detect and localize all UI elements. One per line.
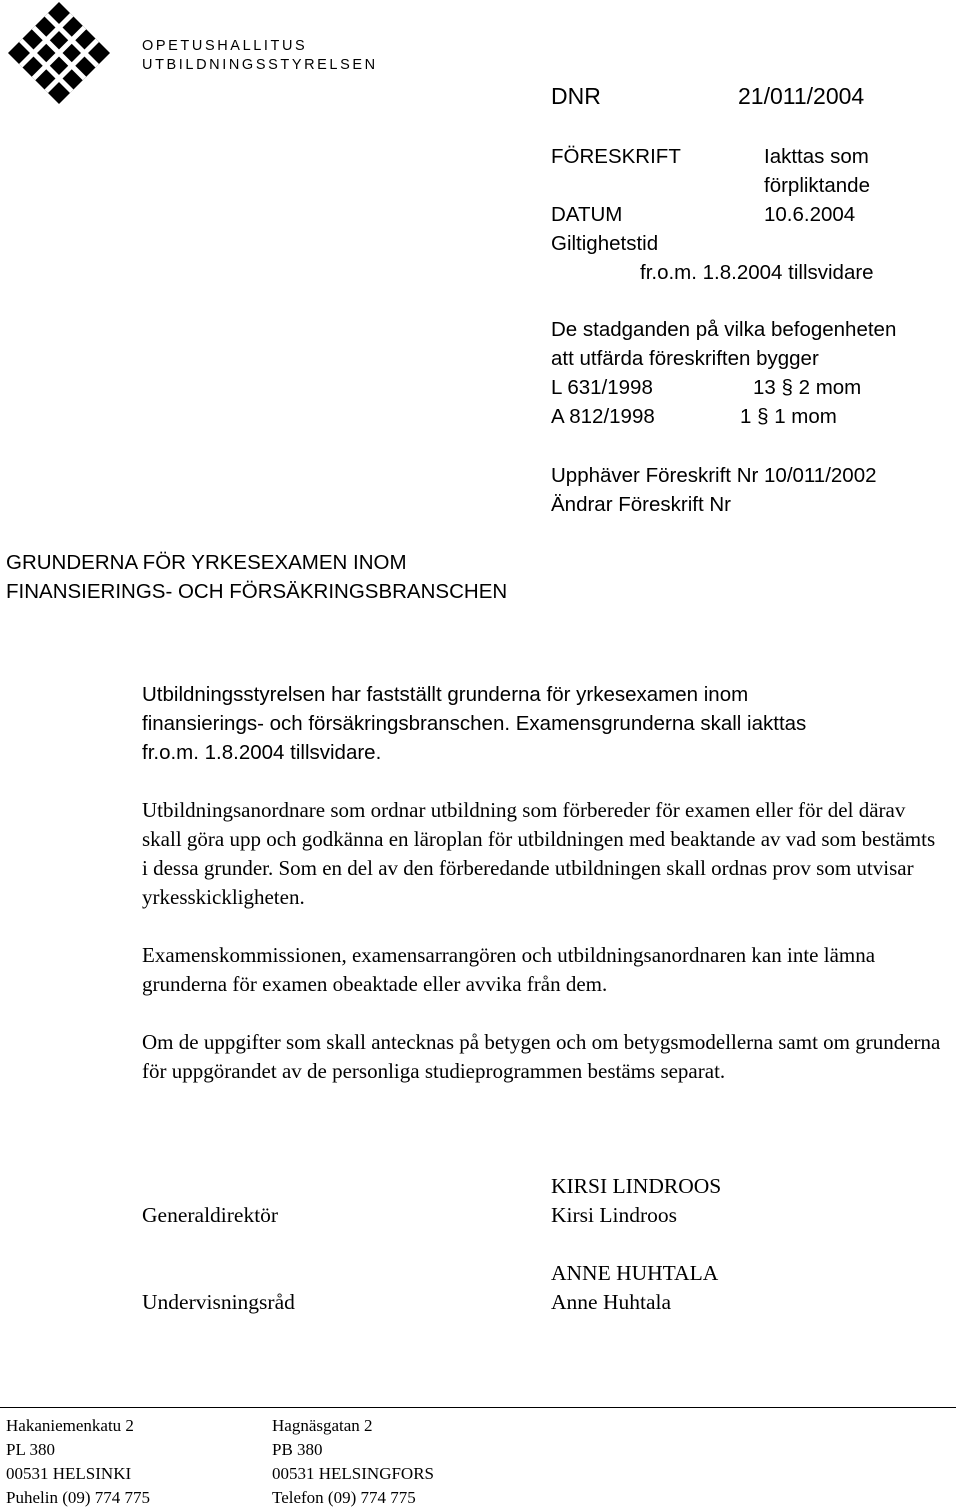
validity-label: Giltighetstid	[551, 232, 659, 255]
footer-divider	[0, 1407, 956, 1408]
paragraph-2: Utbildningsanordnare som ordnar utbildning som förbereder för examen eller för del därav skall göra upp och godkänna en läroplan för utbildningen med beaktande av vad som bestämts i dessa grunder. Som en del av den förberedande utbildningen skall ordnas prov som utvisar yrkesskickligheten.	[142, 798, 936, 909]
doc-title-line-1: GRUNDERNA FÖR YRKESEXAMEN INOM	[6, 551, 407, 574]
signer-name-2: Anne Huhtala	[551, 1290, 672, 1314]
signer-name-caps-2: ANNE HUHTALA	[551, 1261, 719, 1285]
footer-left-line-2: PL 380	[6, 1440, 55, 1459]
authority-intro-1: De stadganden på vilka befogenheten	[551, 318, 897, 341]
signer-name-caps-1: KIRSI LINDROOS	[551, 1174, 722, 1198]
authority-ref-2: 1 § 1 mom	[740, 405, 837, 428]
signer-name-1: Kirsi Lindroos	[551, 1203, 678, 1227]
footer-left-line-3: 00531 HELSINKI	[6, 1464, 132, 1483]
footer-left-line-1: Hakaniemenkatu 2	[6, 1416, 134, 1435]
footer-left-line-4: Puhelin (09) 774 775	[6, 1488, 151, 1507]
footer-right-line-3: 00531 HELSINGFORS	[272, 1464, 434, 1483]
doc-type-value-1: Iakttas som	[764, 145, 869, 168]
dnr-label: DNR	[551, 83, 601, 109]
date-label: DATUM	[551, 203, 623, 226]
validity-value: fr.o.m. 1.8.2004 tillsvidare	[640, 261, 874, 284]
org-name-finnish: OPETUSHALLITUS	[142, 38, 308, 54]
doc-title-line-2: FINANSIERINGS- OCH FÖRSÄKRINGSBRANSCHEN	[6, 580, 508, 603]
authority-intro-2: att utfärda föreskriften bygger	[551, 347, 819, 370]
footer-right-line-2: PB 380	[272, 1440, 323, 1459]
authority-law-1: L 631/1998	[551, 376, 653, 399]
repeals-line: Upphäver Föreskrift Nr 10/011/2002	[551, 464, 877, 487]
changes-line: Ändrar Föreskrift Nr	[551, 493, 731, 516]
footer-right-line-4: Telefon (09) 774 775	[272, 1488, 416, 1507]
doc-type-label: FÖRESKRIFT	[551, 145, 681, 168]
signer-role-1: Generaldirektör	[142, 1203, 279, 1227]
authority-ref-1: 13 § 2 mom	[753, 376, 862, 399]
authority-law-2: A 812/1998	[551, 405, 655, 428]
date-value: 10.6.2004	[764, 203, 856, 226]
doc-type-value-2: förpliktande	[764, 174, 870, 197]
org-name-swedish: UTBILDNINGSSTYRELSEN	[142, 57, 378, 73]
dnr-value: 21/011/2004	[738, 83, 865, 109]
signer-role-2: Undervisningsråd	[142, 1290, 295, 1314]
paragraph-4: Om de uppgifter som skall antecknas på betygen och om betygsmodellerna samt om grunderna för uppgörandet av de personliga studieprogrammen bestäms separat.	[142, 1030, 941, 1083]
paragraph-1: Utbildningsstyrelsen har fastställt grunderna för yrkesexamen inom finansierings- och försäkringsbranschen. Examensgrunderna skall iakttas fr.o.m. 1.8.2004 tillsvidare.	[142, 683, 807, 764]
footer-right-line-1: Hagnäsgatan 2	[272, 1416, 373, 1435]
logo-grid-overlay	[6, 0, 112, 106]
paragraph-3: Examenskommissionen, examensarrangören och utbildningsanordnaren kan inte lämna grunderna för examen obeaktade eller avvika från dem.	[142, 943, 876, 996]
